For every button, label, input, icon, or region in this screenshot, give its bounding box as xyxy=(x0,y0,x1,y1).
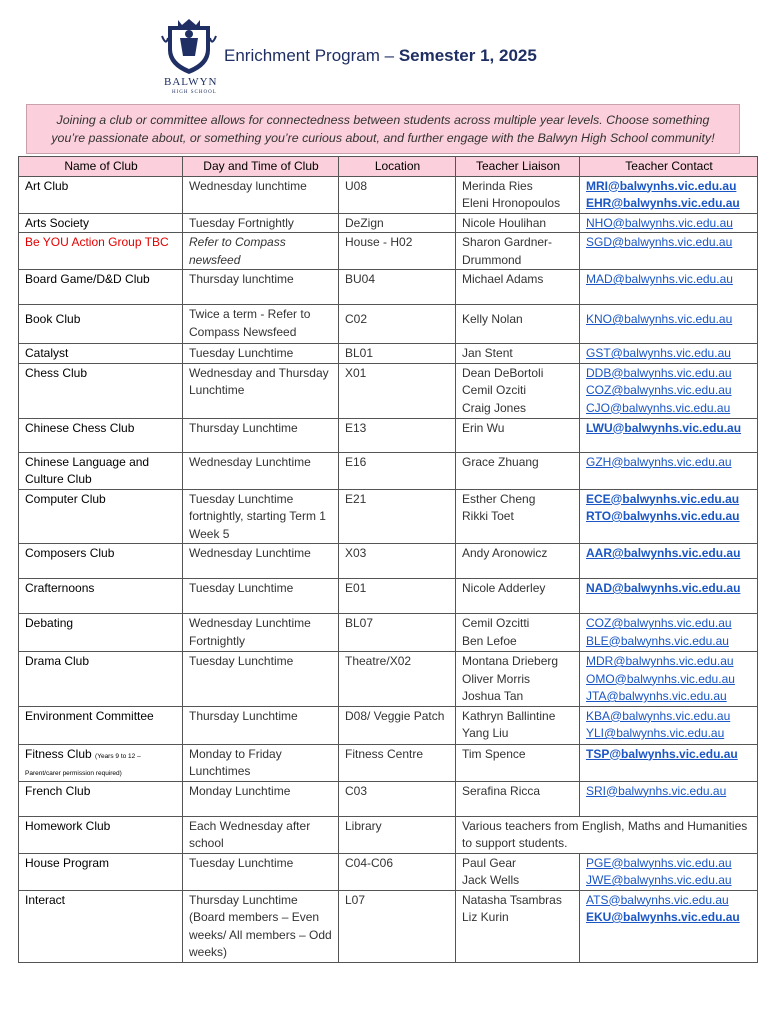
club-name: Crafternoons xyxy=(19,579,183,614)
club-name: House Program xyxy=(19,853,183,890)
club-location: C04-C06 xyxy=(339,853,456,890)
club-contacts xyxy=(580,781,758,816)
club-contacts xyxy=(580,544,758,579)
club-day: Tuesday Lunchtime fortnightly, starting Term 1 Week 5 xyxy=(183,489,339,544)
teacher-name: Cemil Ozciti xyxy=(462,383,527,397)
teacher-name: Kelly Nolan xyxy=(462,312,523,326)
club-location: House - H02 xyxy=(339,233,456,270)
club-name: Chinese Language and Culture Club xyxy=(19,452,183,489)
table-row xyxy=(19,233,758,270)
club-location: BL07 xyxy=(339,614,456,652)
club-location: BU04 xyxy=(339,270,456,305)
club-location: X03 xyxy=(339,544,456,579)
email-link[interactable]: KNO@balwynhs.vic.edu.au xyxy=(586,312,733,326)
club-contacts xyxy=(580,706,758,744)
teacher-name: Oliver Morris xyxy=(462,671,530,686)
club-name: Be YOU Action Group TBC xyxy=(19,233,183,270)
club-teachers xyxy=(456,614,580,652)
club-location: U08 xyxy=(339,176,456,213)
club-day: Wednesday lunchtime xyxy=(183,176,339,213)
club-day: Tuesday Lunchtime xyxy=(183,853,339,890)
club-name: Fitness Club xyxy=(25,746,92,761)
club-location: E21 xyxy=(339,489,456,544)
teacher-name: Nicole Adderley xyxy=(462,581,546,595)
club-day: Tuesday Lunchtime xyxy=(183,344,339,364)
club-day: Thursday Lunchtime xyxy=(183,418,339,452)
teacher-name: Craig Jones xyxy=(462,400,527,415)
teacher-name: Grace Zhuang xyxy=(462,454,539,469)
club-teachers xyxy=(456,270,580,305)
club-day: Thursday Lunchtime xyxy=(183,706,339,744)
teacher-name: Yang Liu xyxy=(462,726,509,740)
club-day: Monday to Friday Lunchtimes xyxy=(183,744,339,781)
table-header-row xyxy=(19,157,758,177)
club-teachers xyxy=(456,706,580,744)
club-location: DeZign xyxy=(339,213,456,233)
club-name: Debating xyxy=(19,614,183,652)
teacher-name: Serafina Ricca xyxy=(462,783,541,798)
teacher-name: Erin Wu xyxy=(462,420,505,435)
club-name: Drama Club xyxy=(19,652,183,707)
email-link[interactable]: GST@balwynhs.vic.edu.au xyxy=(586,346,731,360)
club-location: X01 xyxy=(339,363,456,418)
club-teachers xyxy=(456,363,580,418)
club-teachers xyxy=(456,544,580,579)
club-name: Environment Committee xyxy=(19,706,183,744)
header-day-time: Day and Time of Club xyxy=(183,157,339,177)
teacher-name: Natasha Tsambras xyxy=(462,892,562,907)
teacher-name: Sharon Gardner-Drummond xyxy=(462,235,553,267)
teacher-name: Andy Aronowicz xyxy=(462,546,548,560)
club-teachers xyxy=(456,579,580,614)
teacher-name: Jack Wells xyxy=(462,873,520,887)
email-link[interactable]: GZH@balwynhs.vic.edu.au xyxy=(586,454,732,469)
email-link[interactable]: JWE@balwynhs.vic.edu.au xyxy=(586,873,732,887)
club-teachers-note: Various teachers from English, Maths and Humanities to support students. xyxy=(456,816,758,853)
club-location: L07 xyxy=(339,890,456,962)
club-location: Theatre/X02 xyxy=(339,652,456,707)
club-teachers xyxy=(456,652,580,707)
table-row xyxy=(19,363,758,418)
email-link[interactable]: SRI@balwynhs.vic.edu.au xyxy=(586,783,727,798)
teacher-name: Merinda Ries xyxy=(462,178,533,193)
club-location: C02 xyxy=(339,305,456,344)
club-teachers xyxy=(456,890,580,962)
club-teachers xyxy=(456,305,580,344)
club-name: Arts Society xyxy=(19,213,183,233)
club-teachers xyxy=(456,452,580,489)
header-location: Location xyxy=(339,157,456,177)
table-row xyxy=(19,781,758,816)
table-row xyxy=(19,489,758,544)
teacher-name: Montana Drieberg xyxy=(462,654,559,668)
club-contacts xyxy=(580,853,758,890)
clubs-table xyxy=(18,156,758,963)
club-name: Chinese Chess Club xyxy=(19,418,183,452)
club-name: Computer Club xyxy=(19,489,183,544)
email-link[interactable]: NHO@balwynhs.vic.edu.au xyxy=(586,215,733,230)
club-day: Each Wednesday after school xyxy=(183,816,339,853)
email-link[interactable]: ATS@balwynhs.vic.edu.au xyxy=(586,892,729,907)
club-contacts xyxy=(580,233,758,270)
club-contacts xyxy=(580,744,758,781)
teacher-name: Tim Spence xyxy=(462,746,526,761)
club-day: Wednesday Lunchtime Fortnightly xyxy=(183,614,339,652)
club-name-note: (Years 9 to 12 – Parent/carer permission required) xyxy=(25,752,141,777)
email-link[interactable]: RTO@balwynhs.vic.edu.au xyxy=(586,509,740,523)
club-day: Refer to Compass newsfeed xyxy=(183,233,339,270)
table-row xyxy=(19,890,758,962)
club-day: Wednesday Lunchtime xyxy=(183,452,339,489)
club-teachers xyxy=(456,744,580,781)
email-link[interactable]: PGE@balwynhs.vic.edu.au xyxy=(586,855,732,870)
teacher-name: Jan Stent xyxy=(462,346,513,360)
school-crest-logo xyxy=(160,16,218,100)
club-contacts xyxy=(580,344,758,364)
email-link[interactable]: BLE@balwynhs.vic.edu.au xyxy=(586,633,729,648)
email-link[interactable]: AAR@balwynhs.vic.edu.au xyxy=(586,546,741,560)
club-contacts xyxy=(580,305,758,344)
club-contacts xyxy=(580,176,758,213)
club-teachers xyxy=(456,233,580,270)
table-row xyxy=(19,652,758,707)
page-title xyxy=(224,46,537,66)
club-teachers xyxy=(456,781,580,816)
club-contacts xyxy=(580,579,758,614)
email-link[interactable]: ECE@balwynhs.vic.edu.au xyxy=(586,491,740,506)
teacher-name: Rikki Toet xyxy=(462,509,514,523)
email-link[interactable]: MAD@balwynhs.vic.edu.au xyxy=(586,272,733,286)
email-link[interactable]: DDB@balwynhs.vic.edu.au xyxy=(586,365,732,380)
table-row xyxy=(19,305,758,344)
club-location: C03 xyxy=(339,781,456,816)
email-link[interactable]: JTA@balwynhs.vic.edu.au xyxy=(586,689,727,703)
email-link[interactable]: TSP@balwynhs.vic.edu.au xyxy=(586,746,738,761)
teacher-name: Cemil Ozcitti xyxy=(462,616,530,630)
club-name: Art Club xyxy=(19,176,183,213)
title-semester: Semester 1, 2025 xyxy=(398,46,537,65)
email-link[interactable]: MDR@balwynhs.vic.edu.au xyxy=(586,654,734,668)
club-contacts xyxy=(580,270,758,305)
header-teacher-contact: Teacher Contact xyxy=(580,157,758,177)
email-link[interactable]: CJO@balwynhs.vic.edu.au xyxy=(586,400,731,415)
table-row xyxy=(19,853,758,890)
table-row xyxy=(19,344,758,364)
table-row xyxy=(19,418,758,452)
club-name: Homework Club xyxy=(19,816,183,853)
club-location: Library xyxy=(339,816,456,853)
teacher-name: Michael Adams xyxy=(462,272,544,286)
club-teachers xyxy=(456,344,580,364)
club-location: D08/ Veggie Patch xyxy=(339,706,456,744)
club-day: Thursday Lunchtime (Board members – Even weeks/ All members – Odd weeks) xyxy=(183,890,339,962)
club-day: Monday Lunchtime xyxy=(183,781,339,816)
club-contacts xyxy=(580,652,758,707)
club-location: BL01 xyxy=(339,344,456,364)
table-row xyxy=(19,213,758,233)
email-link[interactable]: COZ@balwynhs.vic.edu.au xyxy=(586,616,732,630)
teacher-name: Kathryn Ballintine xyxy=(462,708,556,723)
email-link[interactable]: MRI@balwynhs.vic.edu.au xyxy=(586,178,737,193)
club-location: E01 xyxy=(339,579,456,614)
club-day: Wednesday Lunchtime xyxy=(183,544,339,579)
club-name: Chess Club xyxy=(19,363,183,418)
club-day: Tuesday Lunchtime xyxy=(183,652,339,707)
club-day: Twice a term - Refer to Compass Newsfeed xyxy=(183,305,339,344)
intro-banner: Joining a club or committee allows for connectedness between students across multiple year levels. Choose something you’re passionate about, or something you’re curious about, and further engage with the Balwyn High School community! xyxy=(26,104,740,154)
club-contacts xyxy=(580,213,758,233)
logo-wordmark: BALWYN xyxy=(164,76,218,88)
club-contacts xyxy=(580,363,758,418)
email-link[interactable]: KBA@balwynhs.vic.edu.au xyxy=(586,708,731,723)
email-link[interactable]: SGD@balwynhs.vic.edu.au xyxy=(586,235,733,249)
table-row xyxy=(19,270,758,305)
club-location: E16 xyxy=(339,452,456,489)
club-day: Tuesday Fortnightly xyxy=(183,213,339,233)
email-link[interactable]: NAD@balwynhs.vic.edu.au xyxy=(586,581,741,595)
teacher-name: Nicole Houlihan xyxy=(462,215,547,230)
club-name: Interact xyxy=(19,890,183,962)
club-contacts xyxy=(580,890,758,962)
club-name: Catalyst xyxy=(19,344,183,364)
club-teachers xyxy=(456,489,580,544)
teacher-name: Eleni Hronopoulos xyxy=(462,196,561,210)
club-name: French Club xyxy=(19,781,183,816)
table-row xyxy=(19,706,758,744)
email-link[interactable]: COZ@balwynhs.vic.edu.au xyxy=(586,383,732,397)
header-teacher-liaison: Teacher Liaison xyxy=(456,157,580,177)
club-day: Tuesday Lunchtime xyxy=(183,579,339,614)
club-contacts xyxy=(580,489,758,544)
club-contacts xyxy=(580,614,758,652)
club-name: Composers Club xyxy=(19,544,183,579)
logo-subtext: HIGH SCHOOL xyxy=(172,90,217,95)
table-row xyxy=(19,614,758,652)
header-name-of-club: Name of Club xyxy=(19,157,183,177)
club-name: Board Game/D&D Club xyxy=(19,270,183,305)
email-link[interactable]: EHR@balwynhs.vic.edu.au xyxy=(586,196,740,210)
email-link[interactable]: EKU@balwynhs.vic.edu.au xyxy=(586,910,740,924)
teacher-name: Liz Kurin xyxy=(462,910,509,924)
club-day: Thursday lunchtime xyxy=(183,270,339,305)
email-link[interactable]: OMO@balwynhs.vic.edu.au xyxy=(586,671,735,686)
club-teachers xyxy=(456,853,580,890)
email-link[interactable]: LWU@balwynhs.vic.edu.au xyxy=(586,420,742,435)
teacher-name: Paul Gear xyxy=(462,855,517,870)
table-row xyxy=(19,579,758,614)
title-main: Enrichment Program – xyxy=(224,46,395,65)
club-name: Book Club xyxy=(19,305,183,344)
table-row xyxy=(19,816,758,853)
club-location: E13 xyxy=(339,418,456,452)
club-location: Fitness Centre xyxy=(339,744,456,781)
table-row xyxy=(19,544,758,579)
email-link[interactable]: YLI@balwynhs.vic.edu.au xyxy=(586,726,725,740)
teacher-name: Dean DeBortoli xyxy=(462,365,544,380)
club-day: Wednesday and Thursday Lunchtime xyxy=(183,363,339,418)
table-row xyxy=(19,176,758,213)
club-teachers xyxy=(456,418,580,452)
table-row xyxy=(19,744,758,781)
teacher-name: Joshua Tan xyxy=(462,689,524,703)
club-contacts xyxy=(580,418,758,452)
club-teachers xyxy=(456,176,580,213)
club-contacts xyxy=(580,452,758,489)
page-header xyxy=(160,16,600,100)
club-name-cell xyxy=(19,744,183,781)
teacher-name: Esther Cheng xyxy=(462,491,536,506)
table-row xyxy=(19,452,758,489)
teacher-name: Ben Lefoe xyxy=(462,633,517,648)
club-teachers xyxy=(456,213,580,233)
